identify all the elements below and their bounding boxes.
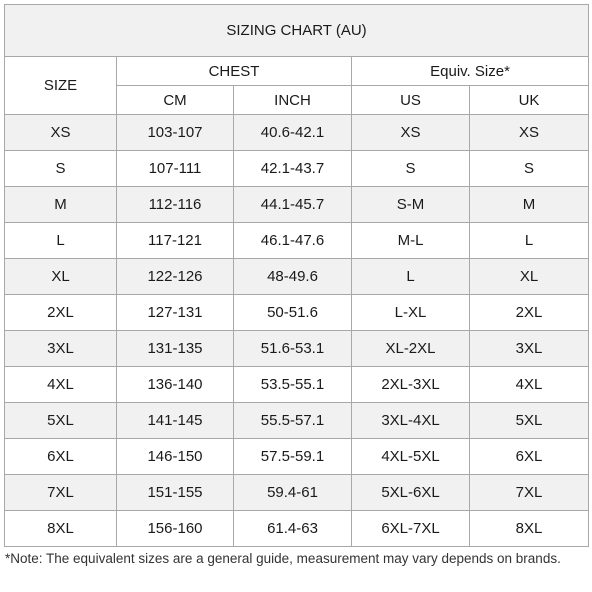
uk-size-cell: L	[470, 223, 589, 259]
us-size-cell: XL-2XL	[352, 331, 470, 367]
table-row	[5, 439, 589, 475]
title-row	[5, 5, 589, 57]
uk-size-cell: XS	[470, 115, 589, 151]
us-size-cell: 4XL-5XL	[352, 439, 470, 475]
size-cell: 6XL	[5, 439, 117, 475]
table-row	[5, 223, 589, 259]
table-row	[5, 367, 589, 403]
size-cell: M	[5, 187, 117, 223]
chest-inch-cell: 46.1-47.6	[234, 223, 352, 259]
uk-size-cell: 3XL	[470, 331, 589, 367]
chest-cm-cell: 117-121	[117, 223, 234, 259]
size-cell: 2XL	[5, 295, 117, 331]
table-row	[5, 115, 589, 151]
uk-size-cell: 8XL	[470, 511, 589, 547]
chest-inch-cell: 40.6-42.1	[234, 115, 352, 151]
table-row	[5, 187, 589, 223]
size-cell: 5XL	[5, 403, 117, 439]
chest-header: CHEST	[117, 57, 352, 86]
size-cell: 8XL	[5, 511, 117, 547]
size-cell: XL	[5, 259, 117, 295]
sizing-note: *Note: The equivalent sizes are a general guide, measurement may vary depends on brands.	[5, 551, 561, 566]
chest-cm-cell: 156-160	[117, 511, 234, 547]
us-size-cell: L-XL	[352, 295, 470, 331]
size-cell: XS	[5, 115, 117, 151]
table-row	[5, 511, 589, 547]
chest-cm-cell: 103-107	[117, 115, 234, 151]
chest-cm-cell: 107-111	[117, 151, 234, 187]
table-row	[5, 403, 589, 439]
chest-inch-cell: 53.5-55.1	[234, 367, 352, 403]
chest-cm-cell: 151-155	[117, 475, 234, 511]
chest-cm-cell: 136-140	[117, 367, 234, 403]
size-cell: 7XL	[5, 475, 117, 511]
equiv-size-header: Equiv. Size*	[352, 57, 589, 86]
table-row	[5, 295, 589, 331]
table-row	[5, 259, 589, 295]
size-cell: L	[5, 223, 117, 259]
size-cell: 4XL	[5, 367, 117, 403]
cm-header: CM	[117, 86, 234, 115]
uk-size-cell: 4XL	[470, 367, 589, 403]
uk-size-cell: M	[470, 187, 589, 223]
uk-size-cell: 6XL	[470, 439, 589, 475]
chest-cm-cell: 122-126	[117, 259, 234, 295]
chest-cm-cell: 131-135	[117, 331, 234, 367]
us-size-cell: XS	[352, 115, 470, 151]
chest-cm-cell: 141-145	[117, 403, 234, 439]
uk-size-cell: 2XL	[470, 295, 589, 331]
us-size-cell: S-M	[352, 187, 470, 223]
chest-inch-cell: 48-49.6	[234, 259, 352, 295]
chest-cm-cell: 112-116	[117, 187, 234, 223]
table-row	[5, 151, 589, 187]
table-row	[5, 475, 589, 511]
inch-header: INCH	[234, 86, 352, 115]
us-size-cell: 5XL-6XL	[352, 475, 470, 511]
us-size-cell: 6XL-7XL	[352, 511, 470, 547]
size-header: SIZE	[5, 57, 117, 115]
us-size-cell: 2XL-3XL	[352, 367, 470, 403]
table-body	[5, 115, 589, 547]
chest-inch-cell: 61.4-63	[234, 511, 352, 547]
chest-inch-cell: 51.6-53.1	[234, 331, 352, 367]
chest-inch-cell: 50-51.6	[234, 295, 352, 331]
uk-size-cell: XL	[470, 259, 589, 295]
uk-size-cell: S	[470, 151, 589, 187]
chart-title: SIZING CHART (AU)	[5, 5, 589, 57]
size-cell: S	[5, 151, 117, 187]
us-size-cell: L	[352, 259, 470, 295]
uk-size-cell: 7XL	[470, 475, 589, 511]
us-size-cell: M-L	[352, 223, 470, 259]
size-cell: 3XL	[5, 331, 117, 367]
uk-header: UK	[470, 86, 589, 115]
table-row	[5, 331, 589, 367]
us-size-cell: S	[352, 151, 470, 187]
uk-size-cell: 5XL	[470, 403, 589, 439]
header-group-row	[5, 57, 589, 86]
chest-cm-cell: 146-150	[117, 439, 234, 475]
chest-inch-cell: 42.1-43.7	[234, 151, 352, 187]
sizing-chart-table	[4, 4, 589, 547]
us-header: US	[352, 86, 470, 115]
us-size-cell: 3XL-4XL	[352, 403, 470, 439]
chest-inch-cell: 57.5-59.1	[234, 439, 352, 475]
chest-inch-cell: 59.4-61	[234, 475, 352, 511]
chest-inch-cell: 55.5-57.1	[234, 403, 352, 439]
chest-cm-cell: 127-131	[117, 295, 234, 331]
chest-inch-cell: 44.1-45.7	[234, 187, 352, 223]
